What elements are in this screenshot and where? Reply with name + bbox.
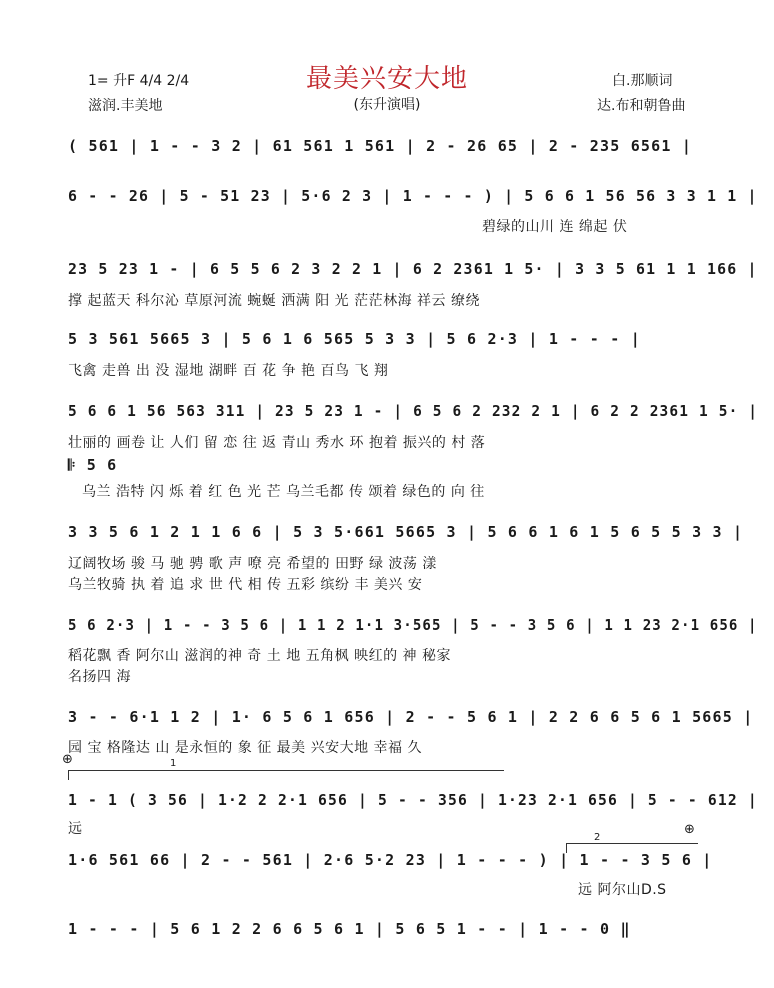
lyrics-row-8b: 名扬四 海 xyxy=(68,669,131,685)
coda-sign-right: ⊕ xyxy=(684,822,695,837)
score-row-11: 1·6 561 66 | 2 - - 561 | 2·6 5·2 23 | 1 - - - ) | 1 - - 3 5 6 | xyxy=(68,851,713,869)
score-row-8: 5 6 2·3 | 1 - - 3 5 6 | 1 1 2 1·1 3·565 | 5 - - 3 5 6 | 1 1 23 2·1 656 | xyxy=(68,616,758,634)
lyrics-row-2: 碧绿的山川 连 绵起 伏 xyxy=(482,219,628,235)
volta-1-label: 1 xyxy=(170,758,177,769)
lyrics-row-10: 远 xyxy=(68,821,83,837)
key-signature: 1= 升F 4/4 2/4 xyxy=(88,73,190,89)
volta-2-label: 2 xyxy=(594,832,601,843)
score-row-3: 23 5 23 1 - | 6 5 5 6 2 3 2 2 1 | 6 2 2361 1 5· | 3 3 5 61 1 1 166 | xyxy=(68,260,758,278)
song-title: 最美兴安大地 xyxy=(305,64,468,94)
lyricist: 白.那顺词 xyxy=(612,73,673,89)
lyrics-row-5: 壮丽的 画卷 让 人们 留 恋 往 返 青山 秀水 环 抱着 振兴的 村 落 xyxy=(68,435,486,451)
lyrics-row-7b: 乌兰牧骑 执 着 追 求 世 代 相 传 五彩 缤纷 丰 美兴 安 xyxy=(68,577,423,593)
score-row-5: 5 6 6 1 56 563 311 | 23 5 23 1 - | 6 5 6 2 232 2 1 | 6 2 2 2361 1 5· | xyxy=(68,402,759,420)
score-row-2: 6 - - 26 | 5 - 51 23 | 5·6 2 3 | 1 - - - ) | 5 6 6 1 56 56 3 3 1 1 | xyxy=(68,187,758,205)
lyrics-row-4: 飞禽 走兽 出 没 湿地 湖畔 百 花 争 艳 百鸟 飞 翔 xyxy=(68,363,389,379)
score-row-7: 3 3 5 6 1 2 1 1 6 6 | 5 3 5·661 5665 3 | 5 6 6 1 6 1 5 6 5 5 3 3 | xyxy=(68,523,744,541)
lyrics-row-7a: 辽阔牧场 骏 马 驰 骋 歌 声 嘹 亮 希望的 田野 绿 波荡 漾 xyxy=(68,556,437,572)
lyrics-row-11: 远 阿尔山D.S xyxy=(578,882,667,898)
repeat-start-notes: 𝄆 5 6 xyxy=(68,456,118,474)
composer: 达.布和朝鲁曲 xyxy=(597,98,686,114)
score-row-9: 3 - - 6·1 1 2 | 1· 6 5 6 1 656 | 2 - - 5 6 1 | 2 2 6 6 5 6 1 5665 | xyxy=(68,708,754,726)
tempo-style: 滋润.丰美地 xyxy=(88,98,163,114)
coda-sign: ⊕ xyxy=(62,752,73,767)
score-row-12: 1 - - - | 5 6 1 2 2 6 6 5 6 1 | 5 6 5 1 - - | 1 - - 0 ‖ xyxy=(68,920,631,938)
lyrics-row-3: 撑 起蓝天 科尔沁 草原河流 蜿蜒 洒满 阳 光 茫茫林海 祥云 缭绕 xyxy=(68,293,481,309)
volta-1-bracket-left xyxy=(68,770,69,780)
score-row-10: 1 - 1 ( 3 56 | 1·2 2 2·1 656 | 5 - - 356 | 1·23 2·1 656 | 5 - - 612 | xyxy=(68,791,758,809)
lyrics-row-9: 园 宝 格隆达 山 是永恒的 象 征 最美 兴安大地 幸福 久 xyxy=(68,740,423,756)
performer-subtitle: (东升演唱) xyxy=(353,97,421,113)
volta-2-bracket xyxy=(566,843,698,844)
lyrics-row-8a: 稻花飘 香 阿尔山 滋润的神 奇 土 地 五角枫 映红的 神 秘家 xyxy=(68,648,452,664)
score-row-1: ( 561 | 1 - - 3 2 | 61 561 1 561 | 2 - 26 65 | 2 - 235 6561 | xyxy=(68,137,693,155)
volta-1-bracket xyxy=(68,770,504,771)
score-row-4: 5 3 561 5665 3 | 5 6 1 6 565 5 3 3 | 5 6 2·3 | 1 - - - | xyxy=(68,330,641,348)
lyrics-row-6: 乌兰 浩特 闪 烁 着 红 色 光 芒 乌兰毛都 传 颂着 绿色的 向 往 xyxy=(82,484,485,500)
